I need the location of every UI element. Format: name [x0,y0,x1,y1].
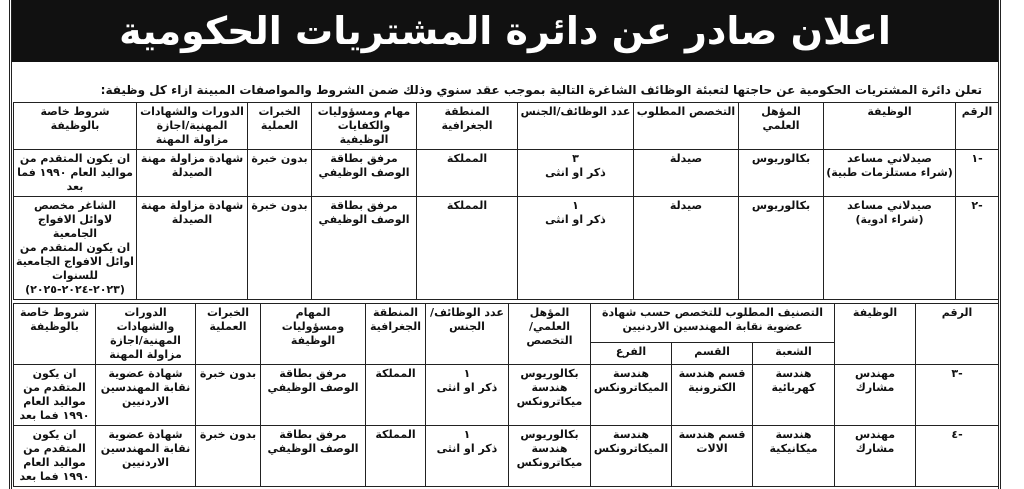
cell: مرفق بطاقة الوصف الوظيفي [312,150,417,197]
cell: ١ ذكر او انثى [518,197,634,300]
subheader-cell: الفرع [591,342,672,364]
cell: هندسة ميكانيكية [753,426,835,487]
cell: المملكة [366,365,426,426]
cell: هندسة كهربائية [753,365,835,426]
cell: شهادة مزاولة مهنة الصيدلة [137,197,248,300]
cell: مرفق بطاقة الوصف الوظيفي [261,365,366,426]
cell: بدون خبرة [196,365,261,426]
table-row [14,197,999,300]
cell: هندسة الميكاترونكس [591,365,672,426]
cell: ١ ذكر او انثى [426,365,509,426]
header-cell: عدد الوظائف/ الجنس [426,304,509,365]
cell: ١ ذكر او انثى [426,426,509,487]
cell: بكالوريوس هندسة ميكاترونكس [509,365,591,426]
cell: بدون خبرة [196,426,261,487]
header-cell: شروط خاصة بالوظيفة [14,304,96,365]
cell: قسم هندسة الالات [672,426,753,487]
header-cell: الدورات والشهادات المهنية/اجازة مزاولة المهنة [137,103,248,150]
header-cell: الوظيفة [835,304,916,365]
header-cell: الرقم [916,304,999,365]
cell: ان يكون المتقدم من مواليد العام ١٩٩٠ فما بعد [14,426,96,487]
header-cell: الرقم [956,103,999,150]
header-cell: المؤهل العلمي [739,103,824,150]
cell: ان يكون المتقدم من مواليد العام ١٩٩٠ فما بعد [14,365,96,426]
cell: مهندس مشارك [835,365,916,426]
header-cell: التصنيف المطلوب للتخصص حسب شهادة عضوية نقابة المهندسين الاردنيين [591,304,835,343]
cell: المملكة [417,197,518,300]
engineer-jobs-table [13,303,999,487]
cell: ان يكون المتقدم من مواليد العام ١٩٩٠ فما بعد [14,150,137,197]
cell: بكالوريوس [739,197,824,300]
announcement-title: اعلان صادر عن دائرة المشتريات الحكومية [12,0,998,62]
cell: صيدلاني مساعد (شراء ادوية) [824,197,956,300]
cell: -٤ [916,426,999,487]
cell: بدون خبرة [248,197,312,300]
header-cell: الدورات والشهادات المهنية/اجازة مزاولة المهنة [96,304,196,365]
cell: بكالوريوس هندسة ميكاترونكس [509,426,591,487]
page-frame [9,0,1001,489]
cell: بدون خبرة [248,150,312,197]
header-cell: عدد الوظائف/الجنس [518,103,634,150]
cell: -٣ [916,365,999,426]
table-row [14,365,999,426]
pharmacist-jobs-table [13,102,999,300]
cell: صيدلاني مساعد (شراء مستلزمات طبية) [824,150,956,197]
header-cell: المهام ومسؤوليات الوظيفة [261,304,366,365]
subheader-cell: الشعبة [753,342,835,364]
cell: مهندس مشارك [835,426,916,487]
table-row [14,150,999,197]
cell: شهادة عضوية نقابة المهندسين الاردنيين [96,426,196,487]
header-cell: المؤهل العلمي/ التخصص [509,304,591,365]
header-cell: الوظيفة [824,103,956,150]
header-cell: شروط خاصة بالوظيفة [14,103,137,150]
cell: صيدلة [634,197,739,300]
cell: الشاغر مخصص لاوائل الافواج الجامعية ان يكون المتقدم من اوائل الافواج الجامعية للسنوات (٢٠٢٣-٢٠٢٤-٢٠٢٥) [14,197,137,300]
cell: صيدلة [634,150,739,197]
cell: هندسة الميكاترونكس [591,426,672,487]
header-cell: مهام ومسؤوليات والكفايات الوظيفية [312,103,417,150]
cell: مرفق بطاقة الوصف الوظيفي [261,426,366,487]
cell: شهادة مزاولة مهنة الصيدلة [137,150,248,197]
cell: مرفق بطاقة الوصف الوظيفي [312,197,417,300]
table-header-row [14,103,999,150]
cell: بكالوريوس [739,150,824,197]
table-header-row [14,304,999,343]
intro-text: تعلن دائرة المشتريات الحكومية عن حاجتها لتعبئة الوظائف الشاغرة التالية بموجب عقد سنوي وذلك ضمن الشروط والمواصفات المبينة ازاء كل وظيفة: [100,83,982,97]
cell: -٢ [956,197,999,300]
header-cell: التخصص المطلوب [634,103,739,150]
header-cell: المنطقة الجغرافية [366,304,426,365]
header-cell: المنطقة الجغرافية [417,103,518,150]
cell: قسم هندسة الكترونية [672,365,753,426]
cell: المملكة [366,426,426,487]
header-cell: الخبرات العملية [248,103,312,150]
cell: ٣ ذكر او انثى [518,150,634,197]
cell: شهادة عضوية نقابة المهندسين الاردنيين [96,365,196,426]
header-cell: الخبرات العملية [196,304,261,365]
subheader-cell: القسم [672,342,753,364]
cell: -١ [956,150,999,197]
table-row [14,426,999,487]
cell: المملكة [417,150,518,197]
